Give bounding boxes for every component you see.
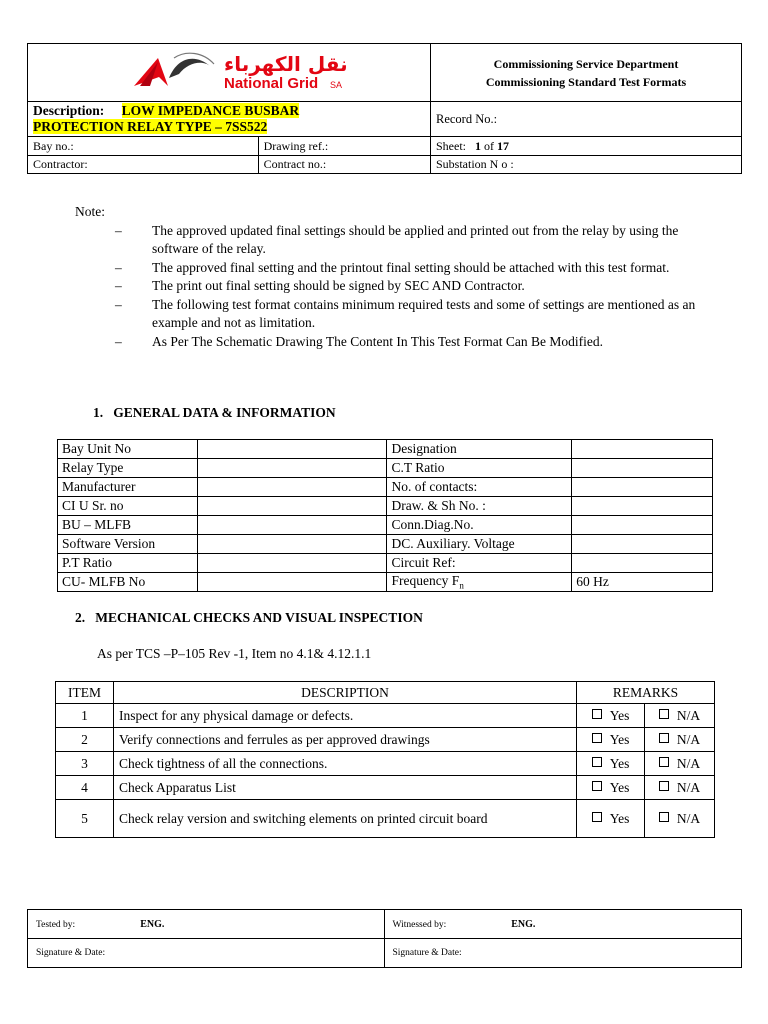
description-line1: LOW IMPEDANCE BUSBAR — [121, 103, 300, 118]
sheet-total: 17 — [497, 138, 509, 153]
logo-cell — [28, 44, 431, 102]
general-data-row — [58, 459, 713, 478]
description-cell — [28, 102, 431, 137]
tested-by-eng: ENG. — [140, 918, 165, 930]
field-value[interactable] — [197, 497, 387, 516]
note-item: – As Per The Schematic Drawing The Content In This Test Format Can Be Modified. — [115, 333, 603, 349]
field-label: P.T Ratio — [58, 554, 198, 573]
item-description: Check relay version and switching elements on printed circuit board — [113, 800, 576, 838]
general-data-row — [58, 573, 713, 592]
yes-label: Yes — [609, 731, 630, 747]
item-description: Verify connections and ferrules as per approved drawings — [113, 728, 576, 752]
item-description: Inspect for any physical damage or defects. — [113, 704, 576, 728]
table-row — [56, 800, 715, 838]
item-number: 3 — [56, 752, 114, 776]
field-value[interactable] — [197, 478, 387, 497]
item-number: 4 — [56, 776, 114, 800]
yes-cell — [577, 752, 645, 776]
national-grid-logo — [28, 44, 430, 97]
item-number: 1 — [56, 704, 114, 728]
note-item: – The approved final setting and the printout final setting should be attached with this test format. — [115, 259, 670, 275]
field-label: C.T Ratio — [387, 459, 572, 478]
na-checkbox[interactable] — [659, 733, 669, 743]
field-value[interactable] — [197, 535, 387, 554]
notes-section — [75, 203, 715, 351]
witnessed-by-eng: ENG. — [511, 918, 536, 930]
tested-signature-date: Signature & Date: — [28, 939, 385, 968]
tested-by-label: Tested by: — [36, 919, 76, 930]
field-label: No. of contacts: — [387, 478, 572, 497]
field-label: Conn.Diag.No. — [387, 516, 572, 535]
mechanical-checks-table — [55, 681, 715, 838]
na-checkbox[interactable] — [659, 812, 669, 822]
general-data-table — [57, 439, 713, 592]
frequency-label: Frequency F — [391, 573, 460, 589]
na-label: N/A — [676, 707, 701, 723]
item-number: 5 — [56, 800, 114, 838]
sheet-number: 1 — [475, 138, 481, 153]
section2-reference: As per TCS –P–105 Rev -1, Item no 4.1& 4.12.1.1 — [97, 646, 372, 661]
general-data-row — [58, 440, 713, 459]
field-value[interactable]: 60 Hz — [572, 573, 713, 592]
yes-checkbox[interactable] — [592, 709, 602, 719]
na-label: N/A — [676, 731, 701, 747]
record-no: Record No.: — [431, 102, 742, 137]
yes-label: Yes — [609, 779, 630, 795]
col-remarks-header: REMARKS — [577, 682, 715, 704]
note-item: – The approved updated final settings should be applied and printed out from the relay by using the software of the relay. — [115, 222, 679, 256]
item-description: Check Apparatus List — [113, 776, 576, 800]
yes-label: Yes — [609, 707, 630, 723]
field-value[interactable] — [572, 535, 713, 554]
frequency-subscript: n — [459, 580, 464, 591]
table-row — [56, 704, 715, 728]
field-label: Draw. & Sh No. : — [387, 497, 572, 516]
field-label: Circuit Ref: — [387, 554, 572, 573]
yes-cell — [577, 776, 645, 800]
drawing-ref: Drawing ref.: — [258, 137, 430, 156]
sheet-label: Sheet: — [436, 138, 466, 153]
table-row — [56, 728, 715, 752]
na-label: N/A — [676, 779, 701, 795]
substation-no: Substation N o : — [431, 156, 742, 174]
field-value[interactable] — [572, 497, 713, 516]
field-label: BU – MLFB — [58, 516, 198, 535]
field-value[interactable] — [197, 459, 387, 478]
general-data-row — [58, 497, 713, 516]
header-table — [27, 43, 742, 174]
contract-no: Contract no.: — [258, 156, 430, 174]
yes-label: Yes — [609, 810, 630, 826]
witnessed-by-label: Witnessed by: — [392, 919, 447, 930]
general-data-row — [58, 516, 713, 535]
field-value[interactable] — [572, 554, 713, 573]
sheet-cell — [431, 137, 742, 156]
general-data-row — [58, 535, 713, 554]
field-value[interactable] — [197, 440, 387, 459]
field-label: CI U Sr. no — [58, 497, 198, 516]
yes-checkbox[interactable] — [592, 812, 602, 822]
field-label: Manufacturer — [58, 478, 198, 497]
table-row — [56, 752, 715, 776]
section1-title: 1. GENERAL DATA & INFORMATION — [93, 405, 336, 420]
item-number: 2 — [56, 728, 114, 752]
yes-cell — [577, 704, 645, 728]
sheet-of: of — [484, 138, 494, 153]
field-label: DC. Auxiliary. Voltage — [387, 535, 572, 554]
note-item: – The following test format contains minimum required tests and some of settings are mentioned as an example and not as limitation. — [115, 296, 696, 330]
na-checkbox[interactable] — [659, 757, 669, 767]
bay-no: Bay no.: — [28, 137, 259, 156]
witnessed-by-cell — [384, 910, 742, 939]
na-cell — [645, 800, 715, 838]
field-value[interactable] — [572, 516, 713, 535]
general-data-row — [58, 478, 713, 497]
field-value[interactable] — [197, 554, 387, 573]
col-item-header: ITEM — [56, 682, 114, 704]
general-data-row — [58, 554, 713, 573]
na-cell — [645, 704, 715, 728]
department-title: Commissioning Service Department — [493, 56, 679, 71]
field-value[interactable] — [197, 573, 387, 592]
note-list — [75, 222, 715, 352]
department-cell — [431, 44, 742, 102]
field-value[interactable] — [197, 516, 387, 535]
na-label: N/A — [676, 810, 701, 826]
field-value[interactable] — [572, 440, 713, 459]
logo-english-text: National Grid — [224, 75, 319, 92]
na-checkbox[interactable] — [659, 709, 669, 719]
signature-table — [27, 909, 742, 968]
na-cell — [645, 776, 715, 800]
description-line2: PROTECTION RELAY TYPE – 7SS522 — [33, 119, 268, 134]
table-row — [56, 776, 715, 800]
field-label: Bay Unit No — [58, 440, 198, 459]
contractor: Contractor: — [28, 156, 259, 174]
formats-title: Commissioning Standard Test Formats — [485, 74, 687, 89]
logo-arabic-text: نقل الكهرباء — [224, 52, 348, 76]
field-value[interactable] — [572, 478, 713, 497]
field-label: CU- MLFB No — [58, 573, 198, 592]
logo-suffix: SA — [330, 80, 343, 90]
yes-cell — [577, 800, 645, 838]
section2-title: 2. MECHANICAL CHECKS AND VISUAL INSPECTION — [75, 610, 423, 625]
tested-by-cell — [28, 910, 385, 939]
note-title: Note: — [75, 204, 105, 219]
description-label: Description: — [33, 103, 105, 118]
yes-checkbox[interactable] — [592, 781, 602, 791]
field-label: Software Version — [58, 535, 198, 554]
item-description: Check tightness of all the connections. — [113, 752, 576, 776]
note-item: – The print out final setting should be signed by SEC AND Contractor. — [115, 278, 525, 293]
witnessed-signature-date: Signature & Date: — [384, 939, 742, 968]
field-label: Relay Type — [58, 459, 198, 478]
yes-checkbox[interactable] — [592, 757, 602, 767]
field-label — [387, 573, 572, 592]
na-cell — [645, 752, 715, 776]
yes-checkbox[interactable] — [592, 733, 602, 743]
col-description-header: DESCRIPTION — [113, 682, 576, 704]
na-checkbox[interactable] — [659, 781, 669, 791]
field-label: Designation — [387, 440, 572, 459]
na-cell — [645, 728, 715, 752]
yes-label: Yes — [609, 755, 630, 771]
na-label: N/A — [676, 755, 701, 771]
yes-cell — [577, 728, 645, 752]
field-value[interactable] — [572, 459, 713, 478]
